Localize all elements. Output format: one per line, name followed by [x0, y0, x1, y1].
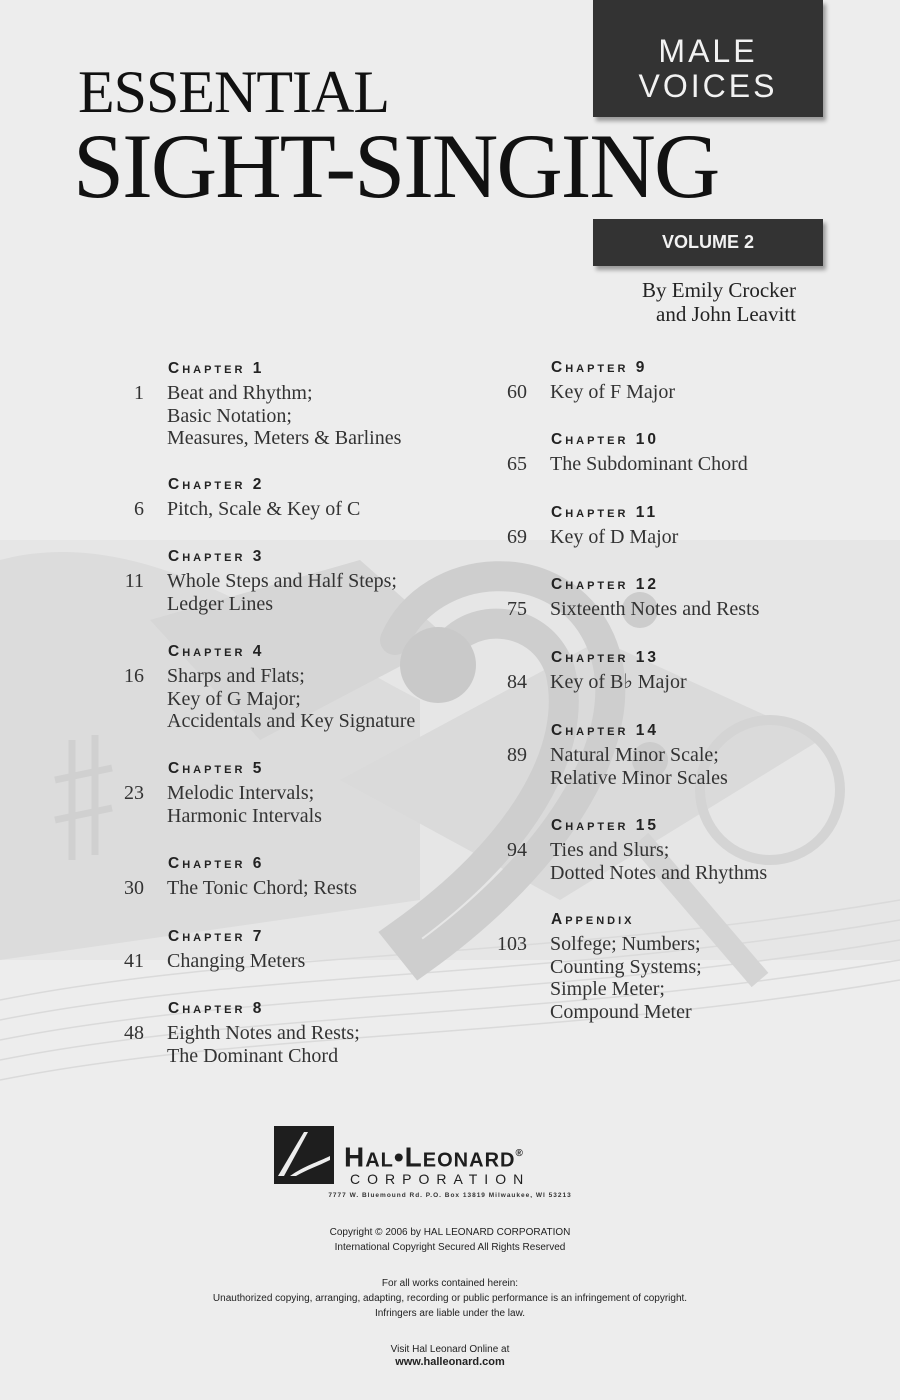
chapter-page: 84	[507, 671, 527, 693]
chapter-title: Chapter 2	[168, 476, 265, 493]
chapter-topic: Changing Meters	[167, 950, 306, 972]
chapter-title: Chapter 8	[168, 1000, 265, 1017]
chapter-topic: The Subdominant Chord	[550, 453, 748, 475]
voices-line2: VOICES	[638, 68, 778, 104]
publisher-address: 7777 W. Bluemound Rd. P.O. Box 13819 Milwaukee, WI 53213	[328, 1192, 572, 1199]
chapter-topic: Whole Steps and Half Steps; Ledger Lines	[167, 570, 397, 615]
author-line2: and John Leavitt	[656, 302, 796, 326]
chapter-topic: Ties and Slurs; Dotted Notes and Rhythms	[550, 839, 768, 884]
chapter-title: Chapter 12	[551, 576, 659, 593]
chapter-title: Chapter 9	[551, 359, 648, 376]
registered-mark: ®	[515, 1148, 524, 1159]
chapter-page: 89	[507, 744, 527, 766]
title-line2: SIGHT-SINGING	[73, 115, 719, 217]
voices-line1: MALE	[658, 33, 758, 69]
chapter-topic: Sixteenth Notes and Rests	[550, 598, 760, 620]
publisher-subtitle: CORPORATION	[350, 1171, 531, 1187]
volume-label: VOLUME 2	[593, 219, 823, 266]
chapter-topic: Key of D Major	[550, 526, 679, 548]
author-line1: By Emily Crocker	[642, 278, 796, 302]
chapter-title: Chapter 10	[551, 431, 659, 448]
chapter-title: Chapter 3	[168, 548, 265, 565]
publisher-name	[344, 1139, 524, 1172]
chapter-topic: Eighth Notes and Rests; The Dominant Chord	[167, 1022, 360, 1067]
copyright-line1: Copyright © 2006 by HAL LEONARD CORPORATION	[329, 1227, 571, 1238]
notice-line2: Unauthorized copying, arranging, adapting, recording or public performance is an infringement of copyright.	[212, 1293, 688, 1304]
chapter-topic: The Tonic Chord; Rests	[167, 877, 357, 899]
chapter-page: 75	[507, 598, 527, 620]
chapter-topic: Pitch, Scale & Key of C	[167, 498, 361, 520]
chapter-topic: Solfege; Numbers; Counting Systems; Simple Meter; Compound Meter	[550, 933, 702, 1023]
chapter-page: 48	[124, 1022, 144, 1044]
chapter-topic: Melodic Intervals; Harmonic Intervals	[167, 782, 322, 827]
chapter-title: Chapter 4	[168, 643, 265, 660]
chapter-page: 94	[507, 839, 527, 861]
chapter-page: 23	[124, 782, 144, 804]
chapter-title: Chapter 7	[168, 928, 265, 945]
chapter-title: Chapter 14	[551, 722, 659, 739]
chapter-title: Chapter 1	[168, 360, 265, 377]
website-link[interactable]: www.halleonard.com	[395, 1356, 505, 1368]
chapter-topic: Key of F Major	[550, 381, 675, 403]
chapter-page: 30	[124, 877, 144, 899]
chapter-page: 69	[507, 526, 527, 548]
chapter-topic: Key of B♭ Major	[550, 671, 687, 693]
chapter-page: 1	[134, 382, 144, 404]
chapter-page: 6	[134, 498, 144, 520]
publisher-name-text: Hal•Leonard	[344, 1141, 516, 1173]
chapter-page: 65	[507, 453, 527, 475]
chapter-title: Appendix	[551, 911, 635, 928]
chapter-title: Chapter 15	[551, 817, 659, 834]
male-voices-label	[593, 0, 823, 117]
visit-text: Visit Hal Leonard Online at	[390, 1344, 510, 1355]
hal-leonard-logo-icon	[274, 1126, 334, 1184]
title-line1: ESSENTIAL	[78, 59, 389, 125]
chapter-page: 103	[497, 933, 527, 955]
notice-line3: Infringers are liable under the law.	[374, 1308, 526, 1319]
copyright-line2: International Copyright Secured All Rights Reserved	[334, 1242, 566, 1253]
chapter-page: 60	[507, 381, 527, 403]
chapter-title: Chapter 13	[551, 649, 659, 666]
chapter-title: Chapter 11	[551, 504, 659, 521]
chapter-page: 16	[124, 665, 144, 687]
chapter-title: Chapter 5	[168, 760, 265, 777]
chapter-topic: Sharps and Flats; Key of G Major; Accidentals and Key Signature	[167, 665, 416, 732]
chapter-title: Chapter 6	[168, 855, 265, 872]
chapter-topic: Natural Minor Scale; Relative Minor Scales	[550, 744, 728, 789]
notice-line1: For all works contained herein:	[381, 1278, 519, 1289]
chapter-page: 41	[124, 950, 144, 972]
chapter-topic: Beat and Rhythm; Basic Notation; Measures, Meters & Barlines	[167, 382, 402, 449]
chapter-page: 11	[124, 570, 144, 592]
